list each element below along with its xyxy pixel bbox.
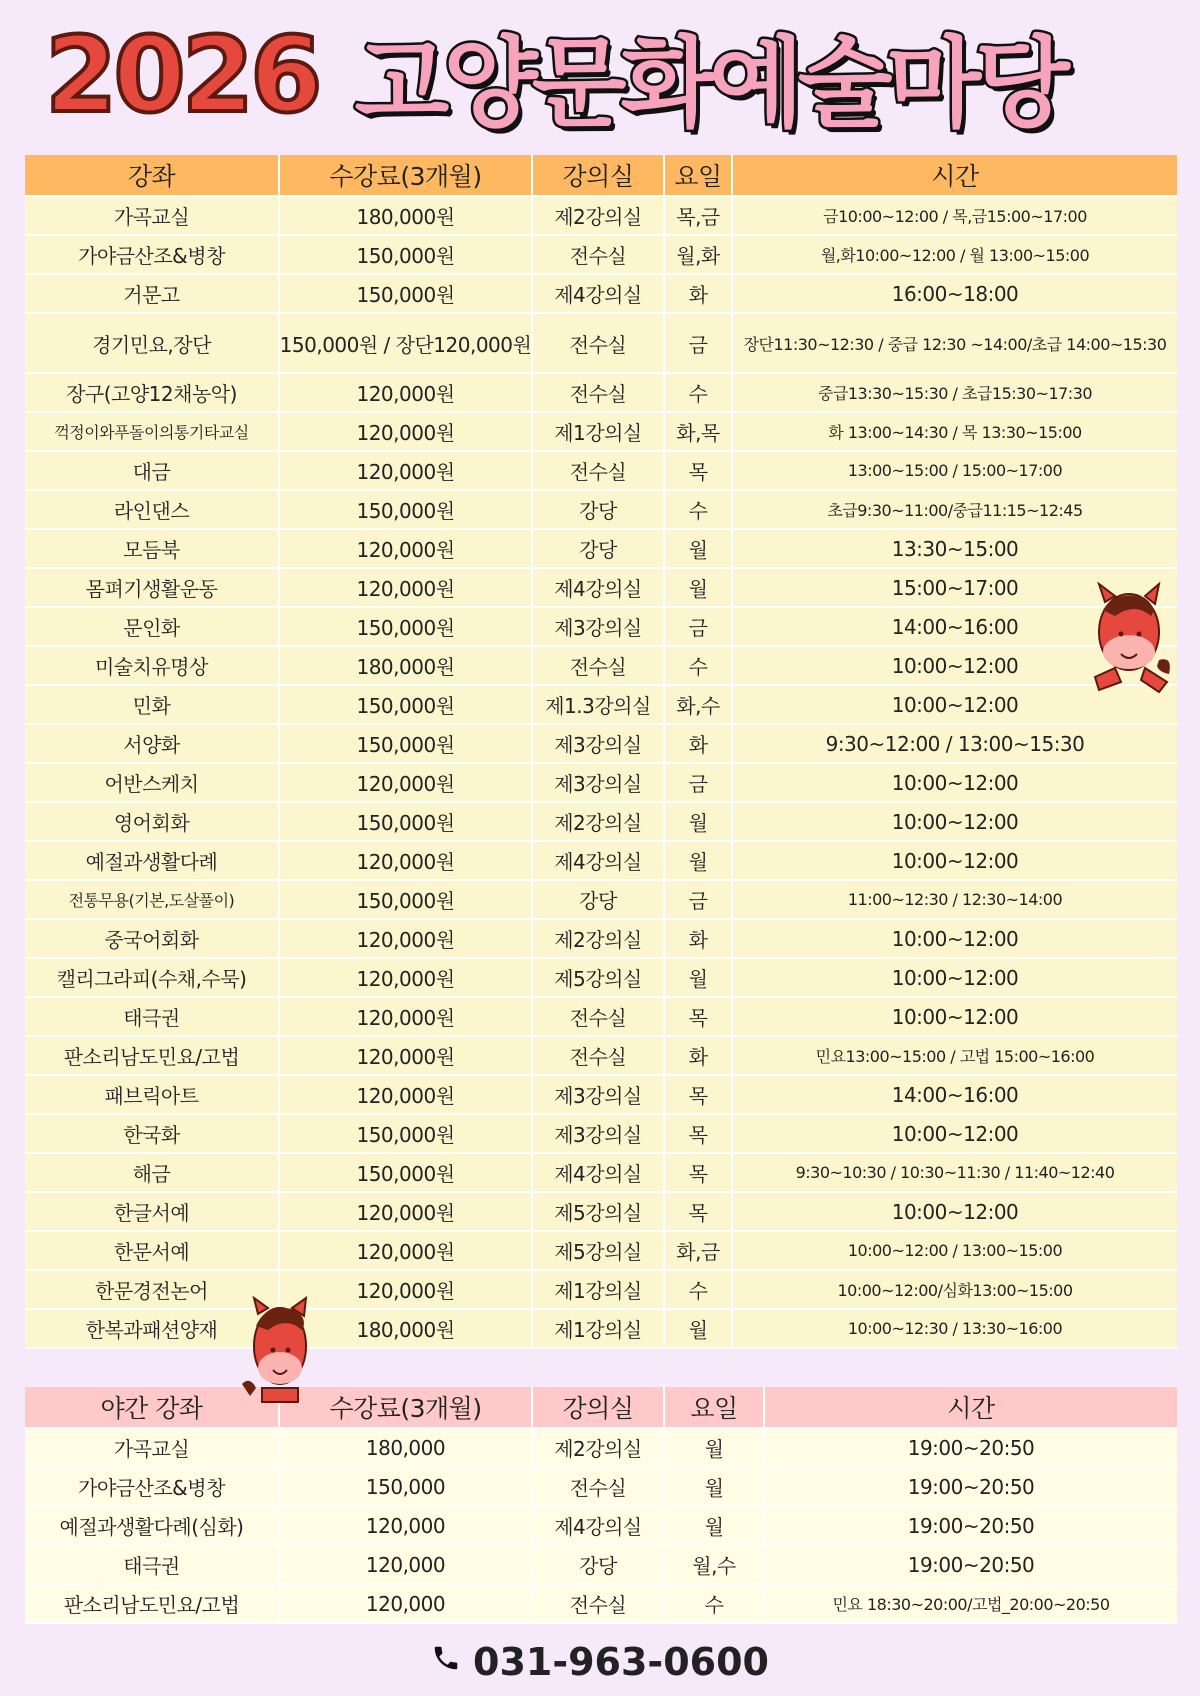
table-row (25, 236, 1177, 275)
column-header-room: 강의실 (533, 1387, 665, 1427)
table-row (25, 197, 1177, 236)
cell-fee: 120,000원 (280, 920, 533, 957)
poster-title (45, 14, 1064, 141)
horse-mascot-icon (240, 1296, 320, 1408)
table-row (25, 1193, 1177, 1232)
cell-day: 월,화 (665, 236, 733, 273)
column-header-time: 시간 (931, 162, 979, 191)
table-row (25, 1115, 1177, 1154)
cell-fee: 120,000원 (280, 1193, 533, 1230)
cell-time: 14:00~16:00 (891, 614, 1019, 639)
cell-fee: 150,000원 (280, 491, 533, 528)
cell-day: 금 (665, 764, 733, 801)
cell-course: 한국화 (25, 1115, 280, 1152)
table-row (25, 1154, 1177, 1193)
cell-day: 목 (665, 1076, 733, 1113)
cell-time: 19:00~20:50 (907, 1552, 1035, 1577)
cell-course: 몸펴기생활운동 (25, 569, 280, 606)
cell-day: 목 (665, 1115, 733, 1152)
cell-fee: 120,000원 (280, 1037, 533, 1074)
cell-room: 제2강의실 (533, 197, 665, 234)
cell-fee: 120,000원 (280, 764, 533, 801)
cell-course: 한글서예 (25, 1193, 280, 1230)
cell-fee: 120,000 (280, 1546, 533, 1583)
cell-day: 목,금 (665, 197, 733, 234)
cell-room: 제4강의실 (533, 1154, 665, 1191)
column-header-room: 강의실 (533, 155, 665, 195)
cell-time: 10:00~12:00 (891, 848, 1019, 873)
cell-room: 제2강의실 (533, 1429, 665, 1466)
cell-fee: 120,000원 (280, 1076, 533, 1113)
cell-fee: 150,000원 (280, 1115, 533, 1152)
cell-time: 10:00~12:00 (891, 1121, 1019, 1146)
cell-fee: 150,000원 (280, 686, 533, 723)
cell-room: 전수실 (533, 1585, 665, 1622)
table-row (25, 314, 1177, 374)
cell-room: 제3강의실 (533, 764, 665, 801)
cell-room: 제2강의실 (533, 803, 665, 840)
cell-day: 월 (665, 1429, 765, 1466)
cell-day: 월 (665, 569, 733, 606)
cell-room: 제5강의실 (533, 1193, 665, 1230)
cell-course: 가야금산조&병창 (25, 236, 280, 273)
horse-mascot-icon (1085, 582, 1175, 697)
table-row (25, 374, 1177, 413)
table-row (25, 959, 1177, 998)
cell-fee: 120,000원 (280, 959, 533, 996)
cell-day: 수 (665, 491, 733, 528)
table-row (25, 569, 1177, 608)
cell-time: 15:00~17:00 (891, 575, 1019, 600)
cell-course: 어반스케치 (25, 764, 280, 801)
cell-course: 태극권 (25, 998, 280, 1035)
cell-room: 강당 (533, 1546, 665, 1583)
cell-time: 9:30~12:00 / 13:00~15:30 (825, 731, 1085, 756)
column-header-day: 요일 (665, 155, 733, 195)
cell-room: 제1.3강의실 (533, 686, 665, 723)
table-row (25, 1468, 1177, 1507)
cell-course: 민화 (25, 686, 280, 723)
cell-time: 화 13:00~14:30 / 목 13:30~15:00 (828, 423, 1082, 442)
cell-room: 제1강의실 (533, 1310, 665, 1347)
cell-time: 10:00~12:00 / 13:00~15:00 (847, 1241, 1063, 1260)
table-row (25, 998, 1177, 1037)
cell-time: 10:00~12:00 (891, 1199, 1019, 1224)
cell-course: 판소리남도민요/고법 (25, 1585, 280, 1622)
cell-fee: 150,000원 (280, 725, 533, 762)
cell-course: 미술치유명상 (25, 647, 280, 684)
cell-day: 월 (665, 530, 733, 567)
cell-room: 전수실 (533, 314, 665, 372)
cell-time: 13:00~15:00 / 15:00~17:00 (847, 461, 1063, 480)
cell-course: 경기민요,장단 (25, 314, 280, 372)
cell-day: 수 (665, 647, 733, 684)
cell-course: 한문경전논어 (25, 1271, 280, 1308)
table-row (25, 413, 1177, 452)
cell-day: 화,목 (665, 413, 733, 450)
cell-day: 화,수 (665, 686, 733, 723)
night-class-table (25, 1387, 1177, 1624)
cell-day: 월 (665, 842, 733, 879)
cell-day: 화,금 (665, 1232, 733, 1269)
cell-day: 화 (665, 1037, 733, 1074)
title-year: 2026 (45, 14, 319, 136)
cell-time: 16:00~18:00 (891, 281, 1019, 306)
cell-fee: 180,000 (280, 1429, 533, 1466)
cell-fee: 180,000원 (280, 197, 533, 234)
cell-time: 초급9:30~11:00/중급11:15~12:45 (827, 501, 1083, 520)
table-row (25, 1037, 1177, 1076)
cell-time: 10:00~12:00 (891, 770, 1019, 795)
cell-day: 목 (665, 452, 733, 489)
cell-fee: 180,000원 (280, 1310, 533, 1347)
cell-course: 예절과생활다례(심화) (25, 1507, 280, 1544)
cell-time: 10:00~12:00/심화13:00~15:00 (837, 1281, 1073, 1300)
cell-room: 제4강의실 (533, 275, 665, 312)
cell-fee: 150,000 (280, 1468, 533, 1505)
cell-time: 10:00~12:30 / 13:30~16:00 (847, 1319, 1063, 1338)
cell-room: 제3강의실 (533, 608, 665, 645)
cell-course: 한문서예 (25, 1232, 280, 1269)
cell-day: 금 (665, 608, 733, 645)
cell-course: 태극권 (25, 1546, 280, 1583)
table-row (25, 647, 1177, 686)
cell-room: 제5강의실 (533, 959, 665, 996)
cell-room: 제3강의실 (533, 1076, 665, 1113)
cell-course: 장구(고양12채농악) (25, 374, 280, 411)
table-row (25, 881, 1177, 920)
table-header-row (25, 155, 1177, 197)
cell-room: 제4강의실 (533, 1507, 665, 1544)
cell-fee: 120,000 (280, 1507, 533, 1544)
cell-course: 가야금산조&병창 (25, 1468, 280, 1505)
cell-time: 민요13:00~15:00 / 고법 15:00~16:00 (815, 1047, 1095, 1066)
cell-day: 월 (665, 803, 733, 840)
cell-room: 강당 (533, 530, 665, 567)
table-row (25, 803, 1177, 842)
cell-course: 문인화 (25, 608, 280, 645)
cell-room: 전수실 (533, 998, 665, 1035)
table-row (25, 1429, 1177, 1468)
cell-room: 제2강의실 (533, 920, 665, 957)
cell-fee: 150,000원 (280, 803, 533, 840)
title-text: 고양문화예술마당 (354, 26, 1064, 141)
cell-day: 화 (665, 725, 733, 762)
cell-fee: 120,000원 (280, 452, 533, 489)
cell-course: 판소리남도민요/고법 (25, 1037, 280, 1074)
cell-time: 중급13:30~15:30 / 초급15:30~17:30 (817, 384, 1093, 403)
cell-day: 목 (665, 998, 733, 1035)
phone-icon (431, 1640, 461, 1684)
table-row (25, 725, 1177, 764)
column-header-fee: 수강료(3개월) (280, 155, 533, 195)
cell-day: 목 (665, 1154, 733, 1191)
cell-room: 전수실 (533, 236, 665, 273)
table-row (25, 1585, 1177, 1624)
cell-day: 월 (665, 1507, 765, 1544)
cell-time: 10:00~12:00 (891, 809, 1019, 834)
table-row (25, 608, 1177, 647)
cell-course: 가곡교실 (25, 1429, 280, 1466)
cell-course: 해금 (25, 1154, 280, 1191)
cell-time: 10:00~12:00 (891, 965, 1019, 990)
cell-fee: 150,000원 (280, 236, 533, 273)
phone-contact[interactable] (0, 1640, 1200, 1684)
cell-fee: 120,000원 (280, 998, 533, 1035)
phone-number: 031-963-0600 (473, 1640, 769, 1684)
table-row (25, 920, 1177, 959)
cell-time: 민요 18:30~20:00/고법_20:00~20:50 (832, 1595, 1110, 1614)
cell-time: 월,화10:00~12:00 / 월 13:00~15:00 (820, 246, 1090, 265)
cell-fee: 150,000원 (280, 1154, 533, 1191)
column-header-course: 강좌 (25, 155, 280, 195)
cell-room: 제1강의실 (533, 413, 665, 450)
cell-day: 금 (665, 881, 733, 918)
column-header-time: 시간 (947, 1394, 995, 1423)
table-row (25, 1232, 1177, 1271)
cell-day: 화 (665, 275, 733, 312)
table-header-row (25, 1387, 1177, 1429)
cell-fee: 150,000원 (280, 608, 533, 645)
cell-course: 꺽정이와푸돌이의통기타교실 (25, 413, 280, 450)
cell-day: 월 (665, 959, 733, 996)
cell-day: 수 (665, 374, 733, 411)
cell-course: 모듬북 (25, 530, 280, 567)
table-row (25, 764, 1177, 803)
cell-day: 금 (665, 314, 733, 372)
cell-fee: 150,000원 (280, 881, 533, 918)
table-row (25, 1546, 1177, 1585)
cell-course: 패브릭아트 (25, 1076, 280, 1113)
table-row (25, 842, 1177, 881)
day-class-table (25, 155, 1177, 1349)
cell-course: 영어회화 (25, 803, 280, 840)
cell-time: 9:30~10:30 / 10:30~11:30 / 11:40~12:40 (795, 1163, 1115, 1182)
table-row (25, 1271, 1177, 1310)
cell-room: 전수실 (533, 452, 665, 489)
cell-room: 강당 (533, 881, 665, 918)
cell-time: 19:00~20:50 (907, 1513, 1035, 1538)
table-row (25, 1310, 1177, 1349)
cell-room: 제4강의실 (533, 569, 665, 606)
column-header-course: 야간 강좌 (25, 1387, 280, 1427)
cell-time: 10:00~12:00 (891, 692, 1019, 717)
cell-day: 수 (665, 1585, 765, 1622)
cell-course: 예절과생활다례 (25, 842, 280, 879)
cell-fee: 120,000원 (280, 569, 533, 606)
table-row (25, 1507, 1177, 1546)
cell-fee: 120,000원 (280, 413, 533, 450)
cell-room: 제3강의실 (533, 1115, 665, 1152)
cell-room: 강당 (533, 491, 665, 528)
cell-time: 19:00~20:50 (907, 1474, 1035, 1499)
cell-room: 전수실 (533, 1468, 665, 1505)
cell-day: 월 (665, 1468, 765, 1505)
cell-time: 금10:00~12:00 / 목,금15:00~17:00 (823, 207, 1087, 226)
cell-fee: 150,000원 / 장단120,000원 (280, 314, 533, 372)
cell-course: 거문고 (25, 275, 280, 312)
cell-room: 제4강의실 (533, 842, 665, 879)
cell-fee: 120,000원 (280, 530, 533, 567)
cell-room: 제5강의실 (533, 1232, 665, 1269)
cell-course: 중국어회화 (25, 920, 280, 957)
table-row (25, 686, 1177, 725)
cell-fee: 120,000원 (280, 1232, 533, 1269)
cell-day: 월 (665, 1310, 733, 1347)
cell-course: 전통무용(기본,도살풀이) (25, 881, 280, 918)
table-row (25, 275, 1177, 314)
cell-time: 13:30~15:00 (891, 536, 1019, 561)
cell-fee: 180,000원 (280, 647, 533, 684)
cell-course: 서양화 (25, 725, 280, 762)
cell-room: 전수실 (533, 1037, 665, 1074)
table-row (25, 452, 1177, 491)
table-row (25, 530, 1177, 569)
cell-time: 장단11:30~12:30 / 중급 12:30 ~14:00/초급 14:00~15:30 (743, 334, 1167, 354)
cell-day: 목 (665, 1193, 733, 1230)
cell-fee: 150,000원 (280, 275, 533, 312)
cell-time: 19:00~20:50 (907, 1435, 1035, 1460)
cell-time: 10:00~12:00 (891, 653, 1019, 678)
cell-course: 가곡교실 (25, 197, 280, 234)
cell-fee: 120,000원 (280, 842, 533, 879)
cell-time: 11:00~12:30 / 12:30~14:00 (847, 890, 1063, 909)
cell-course: 캘리그라피(수채,수묵) (25, 959, 280, 996)
table-row (25, 491, 1177, 530)
cell-day: 월,수 (665, 1546, 765, 1583)
cell-time: 10:00~12:00 (891, 1004, 1019, 1029)
cell-day: 화 (665, 920, 733, 957)
cell-time: 10:00~12:00 (891, 926, 1019, 951)
cell-room: 제1강의실 (533, 1271, 665, 1308)
cell-fee: 120,000원 (280, 374, 533, 411)
column-header-day: 요일 (665, 1387, 765, 1427)
cell-fee: 120,000원 (280, 1271, 533, 1308)
cell-course: 라인댄스 (25, 491, 280, 528)
cell-room: 전수실 (533, 647, 665, 684)
cell-day: 수 (665, 1271, 733, 1308)
cell-time: 14:00~16:00 (891, 1082, 1019, 1107)
cell-fee: 120,000 (280, 1585, 533, 1622)
cell-course: 한복과패션양재 (25, 1310, 280, 1347)
cell-room: 제3강의실 (533, 725, 665, 762)
table-row (25, 1076, 1177, 1115)
cell-course: 대금 (25, 452, 280, 489)
cell-room: 전수실 (533, 374, 665, 411)
column-header-fee: 수강료(3개월) (280, 1387, 533, 1427)
